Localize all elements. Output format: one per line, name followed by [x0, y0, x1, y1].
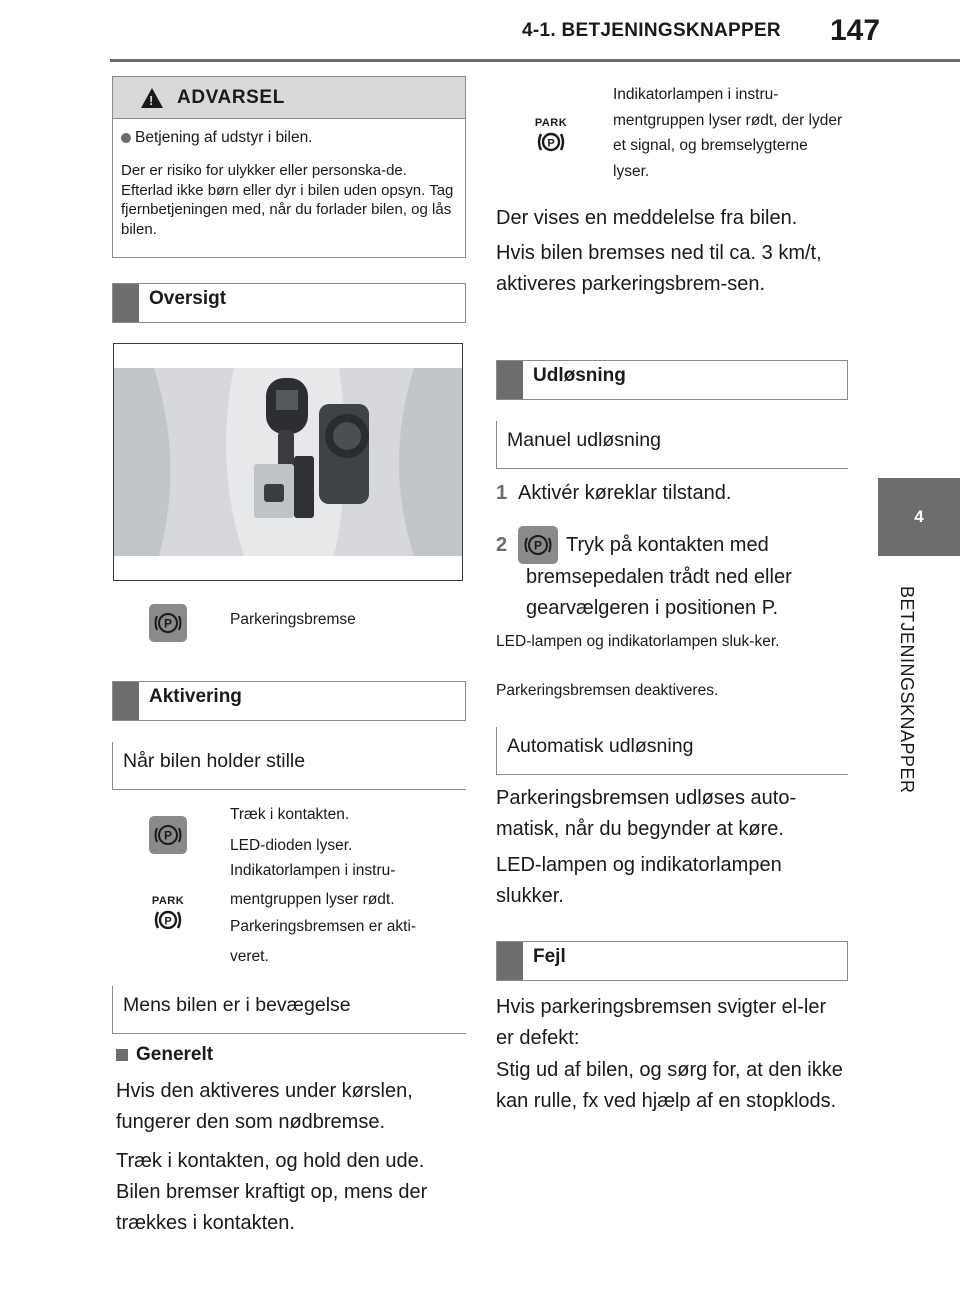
center-console-illustration [114, 344, 462, 580]
section-udlosning-title: Udløsning [533, 365, 626, 386]
svg-text:P: P [163, 616, 173, 631]
square-bullet-icon [116, 1049, 128, 1061]
right-paragraph-1: Der vises en meddelelse fra bilen. [496, 207, 798, 229]
warning-bullet-text: Betjening af udstyr i bilen. [135, 129, 313, 146]
warning-header [113, 77, 465, 119]
page-number: 147 [830, 14, 881, 47]
fejl-paragraph-1: Hvis parkeringsbremsen svigter el-ler er defekt: [496, 996, 827, 1049]
sub-manuel: Manuel udløsning [496, 421, 848, 469]
image-caption: Parkeringsbremse [230, 611, 356, 628]
right-paragraph-2: Hvis bilen bremses ned til ca. 3 km/t, aktiveres parkeringsbrem-sen. [496, 242, 822, 295]
parking-brake-button-icon [149, 816, 187, 854]
parking-brake-button-icon [518, 526, 558, 564]
deactivated-note: Parkeringsbremsen deaktiveres. [496, 682, 719, 699]
warning-icon: ! [141, 88, 163, 108]
sub-automatisk: Automatisk udløsning [496, 727, 848, 775]
chapter-title: BETJENINGSKNAPPER [897, 586, 917, 794]
section-oversigt [112, 283, 466, 323]
sub-holder-stille: Når bilen holder stille [112, 742, 466, 790]
generelt-paragraph-1: Hvis den aktiveres under kørslen, fungerer den som nødbremse. [116, 1080, 413, 1133]
stille-description: Træk i kontakten. LED-dioden lyser. Indikatorlampen i instru- mentgruppen lyser rødt. Parkeringsbremsen er akti- veret. [230, 806, 417, 965]
chapter-tab: 4 [878, 478, 960, 556]
step-1: 1 Aktivér køreklar tilstand. [496, 482, 732, 504]
park-note: Indikatorlampen i instru-mentgruppen lyser rødt, der lyder et signal, og bremselygterne lyser. [613, 86, 843, 181]
console-photo [113, 343, 463, 581]
svg-text:P: P [533, 538, 543, 553]
sub-bevaegelse: Mens bilen er i bevægelse [112, 986, 466, 1034]
auto-paragraph-1: Parkeringsbremsen udløses auto-matisk, når du begynder at køre. [496, 787, 797, 840]
step-2: 2 P Tryk på kontakten med [496, 526, 769, 564]
led-note: LED-lampen og indikatorlampen sluk-ker. [496, 633, 780, 650]
section-aktivering-title: Aktivering [149, 686, 242, 707]
warning-bullet [113, 119, 465, 147]
generelt-paragraph-2: Træk i kontakten, og hold den ude. Bilen bremser kraftigt op, mens der trækkes i kontakten. [116, 1150, 428, 1234]
header-rule [110, 59, 960, 62]
park-indicator-icon: PARK P [534, 117, 568, 150]
svg-text:P: P [163, 828, 173, 843]
section-oversigt-title: Oversigt [149, 288, 227, 309]
fejl-paragraph-2: Stig ud af bilen, og sørg for, at den ikke kan rulle, fx ved hjælp af en stopklods. [496, 1059, 843, 1112]
svg-text:P: P [164, 915, 172, 928]
section-title: 4-1. BETJENINGSKNAPPER [522, 20, 781, 41]
step-2-continued: bremsepedalen trådt ned eller gearvælgeren i positionen P. [526, 566, 792, 619]
generelt-heading: Generelt [116, 1044, 213, 1066]
section-fejl-title: Fejl [533, 946, 566, 967]
auto-paragraph-2: LED-lampen og indikatorlampen slukker. [496, 854, 782, 907]
section-fejl [496, 941, 848, 981]
warning-box [112, 76, 466, 258]
bullet-icon [121, 133, 131, 143]
warning-body: Der er risiko for ulykker eller personska-de. Efterlad ikke børn eller dyr i bilen uden opsyn. Tag fjernbetjeningen med, når du forlader bilen, og lås bilen. [121, 162, 454, 238]
park-indicator-icon: PARK P [151, 895, 185, 928]
parking-brake-button-icon [149, 604, 187, 642]
warning-title: ADVARSEL [177, 86, 285, 108]
svg-text:P: P [547, 137, 555, 150]
section-aktivering [112, 681, 466, 721]
section-udlosning [496, 360, 848, 400]
